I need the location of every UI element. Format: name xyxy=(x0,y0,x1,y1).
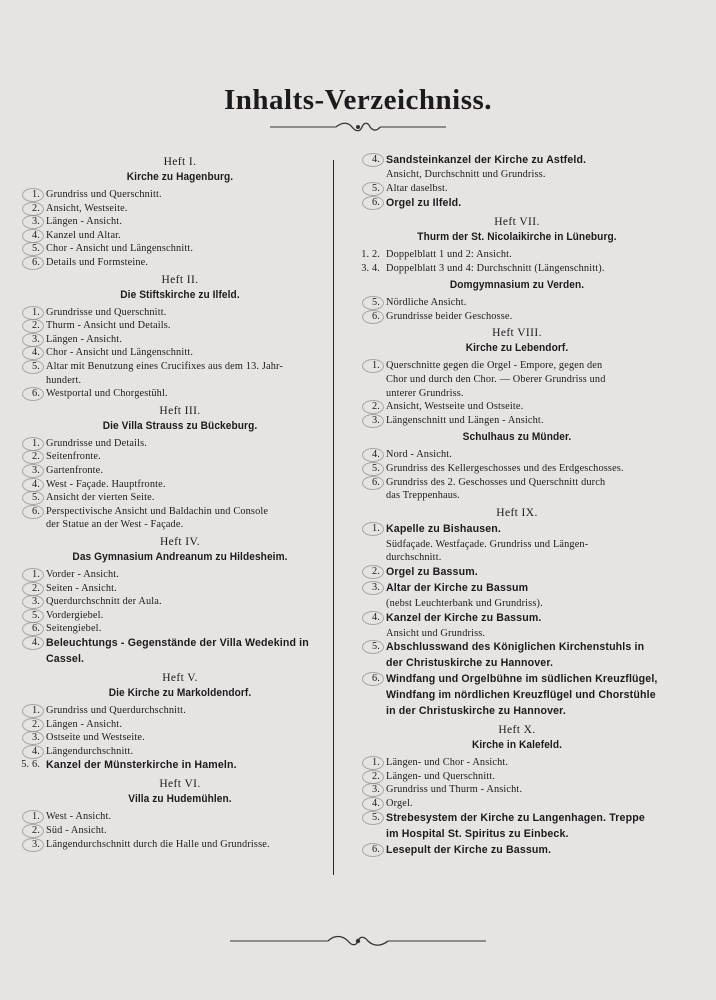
item-text xyxy=(386,310,662,323)
item-text xyxy=(46,568,330,581)
item-label: Altar daselbst. xyxy=(386,183,448,195)
item-label: West - Ansicht. xyxy=(46,811,112,823)
item-text xyxy=(386,581,662,596)
item-text xyxy=(46,319,330,332)
item-text xyxy=(46,374,330,387)
pencil-mark-icon xyxy=(22,360,44,374)
item-text xyxy=(46,360,330,373)
item-label: Chor und durch den Chor. — Oberer Grundriss und xyxy=(386,373,606,385)
item-text xyxy=(386,656,662,671)
item-text xyxy=(386,704,662,719)
pencil-mark-icon xyxy=(22,478,44,492)
item-label: Ansicht und Grundriss. xyxy=(386,627,486,639)
pencil-mark-icon xyxy=(22,464,44,478)
item-label: Kanzel der Münsterkirche in Hameln. xyxy=(46,759,237,772)
title-ornament xyxy=(270,120,446,134)
item-number: 3. xyxy=(371,784,380,796)
item-text xyxy=(46,346,330,359)
item-number: 4. xyxy=(31,478,40,490)
item-text xyxy=(386,359,662,372)
item-label: Querdurchschnitt der Aula. xyxy=(46,596,162,608)
pencil-mark-icon xyxy=(362,640,384,654)
pencil-mark-icon xyxy=(22,450,44,464)
pencil-mark-icon xyxy=(22,491,44,505)
pencil-mark-icon xyxy=(22,609,44,623)
pencil-mark-icon xyxy=(362,448,384,462)
pencil-mark-icon xyxy=(362,400,384,414)
item-label: Westportal und Chorgestühl. xyxy=(46,388,168,400)
item-label: Cassel. xyxy=(46,653,85,665)
pencil-mark-icon xyxy=(362,359,384,373)
item-text xyxy=(386,373,662,386)
pencil-mark-icon xyxy=(22,636,44,650)
item-text xyxy=(386,296,662,309)
item-label: Abschlusswand des Königlichen Kirchenstuhls in xyxy=(386,641,645,654)
item-number: 2. xyxy=(371,770,380,782)
heft-heading: Heft IX. xyxy=(496,506,538,519)
item-label: Beleuchtungs - Gegenstände der Villa Wedekind in xyxy=(46,637,309,649)
item-number: 6. xyxy=(371,673,380,685)
item-number: 6. xyxy=(31,388,40,400)
pencil-mark-icon xyxy=(22,838,44,852)
item-text xyxy=(386,522,662,537)
item-number: 3. xyxy=(31,465,40,476)
item-label: Längenschnitt und Längen - Ansicht. xyxy=(386,414,544,426)
pencil-mark-icon xyxy=(22,215,44,229)
heft-heading: Heft I. xyxy=(163,156,197,168)
item-label: Nördliche Ansicht. xyxy=(386,297,467,309)
item-number: 2. xyxy=(31,451,40,463)
item-text xyxy=(46,333,330,346)
item-number: 5. xyxy=(371,641,380,653)
pencil-mark-icon xyxy=(22,568,44,582)
item-label: der Christuskirche zu Hannover. xyxy=(386,657,554,670)
item-text xyxy=(46,609,330,622)
pencil-mark-icon xyxy=(362,783,384,797)
item-text xyxy=(46,188,330,201)
item-label: das Treppenhaus. xyxy=(386,490,460,502)
item-label: Doppelblatt 1 und 2: Ansicht. xyxy=(386,248,512,260)
item-number: 5. xyxy=(371,462,380,474)
item-number: 5. 6. xyxy=(21,759,40,771)
item-label: hundert. xyxy=(46,374,82,386)
item-number: 1. xyxy=(31,189,40,200)
item-text xyxy=(46,215,330,228)
item-text xyxy=(386,182,662,195)
item-number: 4. xyxy=(371,611,380,623)
item-text xyxy=(46,758,330,773)
item-text xyxy=(46,450,330,463)
item-number: 6. xyxy=(371,310,380,322)
item-number: 3. 4. xyxy=(361,262,380,274)
item-label: Querschnitte gegen die Orgel - Empore, gegen den xyxy=(386,360,603,372)
heft-heading: Heft II. xyxy=(161,273,199,286)
item-number: 2. xyxy=(371,401,380,413)
pencil-mark-icon xyxy=(22,745,44,759)
item-label: unterer Grundriss. xyxy=(386,387,464,399)
item-number: 3. xyxy=(371,581,380,593)
item-text xyxy=(46,306,330,319)
item-number: 1. xyxy=(31,811,40,823)
item-number: 5. xyxy=(31,361,40,372)
item-text xyxy=(46,636,330,651)
item-text xyxy=(386,597,662,610)
item-label: Grundriss des Kellergeschosses und des Erdgeschosses. xyxy=(386,462,624,474)
item-label: Grundrisse und Details. xyxy=(46,437,147,449)
pencil-mark-icon xyxy=(22,731,44,745)
pencil-mark-icon xyxy=(22,595,44,609)
item-number: 6. xyxy=(371,476,380,488)
item-text xyxy=(386,565,662,580)
item-number: 3. xyxy=(371,414,380,426)
pencil-mark-icon xyxy=(22,256,44,270)
item-label: Orgel. xyxy=(386,797,413,809)
pencil-mark-icon xyxy=(362,756,384,770)
item-number: 5. xyxy=(31,243,40,255)
pencil-mark-icon xyxy=(362,476,384,490)
item-label: Seitengiebel. xyxy=(46,623,102,635)
section-title: Kirche zu Hagenburg. xyxy=(126,171,234,183)
item-label: Ansicht der vierten Seite. xyxy=(46,492,155,504)
item-label: Grundrisse beider Geschosse. xyxy=(386,310,513,322)
item-text xyxy=(46,491,330,504)
item-text xyxy=(386,153,662,181)
pencil-mark-icon xyxy=(22,704,44,718)
item-text xyxy=(386,611,662,626)
item-text xyxy=(46,478,330,491)
item-text xyxy=(46,582,330,595)
section-title: Schulhaus zu Münder. xyxy=(462,431,572,444)
item-label: Grundriss und Querschnitt. xyxy=(46,189,162,200)
pencil-mark-icon xyxy=(362,672,384,686)
item-label: Längen - Ansicht. xyxy=(46,333,123,345)
pencil-mark-icon xyxy=(362,414,384,428)
item-number: 5. xyxy=(371,183,380,195)
item-text xyxy=(386,627,662,640)
item-text xyxy=(386,476,662,489)
item-number: 2. xyxy=(371,565,380,577)
item-number: 3. xyxy=(31,732,40,744)
item-number: 6. xyxy=(31,257,40,268)
item-text xyxy=(46,505,330,518)
item-text xyxy=(386,688,662,703)
item-text xyxy=(46,242,330,255)
pencil-mark-icon xyxy=(22,582,44,596)
item-text xyxy=(386,196,662,211)
item-number: 6. xyxy=(31,623,40,635)
pencil-mark-icon xyxy=(22,346,44,360)
pencil-mark-icon xyxy=(362,797,384,811)
page-title: Inhalts-Verzeichniss. xyxy=(223,84,493,116)
item-text xyxy=(46,652,330,667)
pencil-mark-icon xyxy=(362,811,384,825)
pencil-mark-icon xyxy=(22,718,44,732)
item-text xyxy=(46,731,330,744)
section-title: Domgymnasium zu Verden. xyxy=(449,279,585,292)
pencil-mark-icon xyxy=(362,462,384,476)
item-label: Längen - Ansicht. xyxy=(46,718,123,730)
pencil-mark-icon xyxy=(22,824,44,838)
item-text xyxy=(46,387,330,400)
item-label: Altar mit Benutzung eines Crucifixes aus dem 13. Jahr- xyxy=(46,361,283,372)
item-text xyxy=(386,551,662,564)
item-label: Gartenfronte. xyxy=(46,465,104,476)
item-number: 2. xyxy=(31,582,40,594)
heft-heading: Heft VIII. xyxy=(492,327,542,340)
item-label: durchschnitt. xyxy=(386,552,442,564)
pencil-mark-icon xyxy=(362,196,384,210)
item-text xyxy=(386,672,662,687)
heft-heading: Heft V. xyxy=(162,672,198,684)
item-label: Ansicht, Westseite. xyxy=(46,202,128,214)
item-number: 1. xyxy=(371,522,380,534)
item-label: Süd - Ansicht. xyxy=(46,825,107,836)
item-label: Seitenfronte. xyxy=(46,451,101,463)
item-label: Vorder - Ansicht. xyxy=(46,569,119,580)
item-text xyxy=(46,229,330,242)
item-number: 4. xyxy=(31,745,40,757)
item-number: 3. xyxy=(31,333,40,345)
item-number: 6. xyxy=(31,505,40,517)
item-number: 4. xyxy=(371,449,380,461)
item-label: Sandsteinkanzel der Kirche zu Astfeld. xyxy=(386,154,587,166)
item-number: 2. xyxy=(31,202,40,214)
column-divider xyxy=(333,160,334,875)
item-number: 3. xyxy=(31,838,40,850)
item-text xyxy=(386,387,662,400)
heft-heading: Heft X. xyxy=(498,724,536,737)
item-text xyxy=(386,248,662,261)
section-title: Das Gymnasium Andreanum zu Hildesheim. xyxy=(72,551,288,563)
item-label: West - Façade. Hauptfronte. xyxy=(46,478,166,490)
pencil-mark-icon xyxy=(362,611,384,625)
item-label: Kapelle zu Bishausen. xyxy=(386,522,502,535)
item-label: Chor - Ansicht und Längenschnitt. xyxy=(46,243,194,255)
item-text xyxy=(386,797,662,810)
item-text xyxy=(46,838,330,851)
pencil-mark-icon xyxy=(362,296,384,310)
item-label: Seiten - Ansicht. xyxy=(46,582,117,594)
item-label: Grundriss und Thurm - Ansicht. xyxy=(386,784,523,796)
item-text xyxy=(386,811,662,826)
item-text xyxy=(46,464,330,477)
item-label: Ostseite und Westseite. xyxy=(46,732,145,744)
item-number: 5. xyxy=(31,609,40,621)
section-title: Die Kirche zu Markoldendorf. xyxy=(108,687,252,699)
pencil-mark-icon xyxy=(22,505,44,519)
item-label: Orgel zu Bassum. xyxy=(386,565,478,578)
item-number: 3. xyxy=(31,216,40,228)
item-text xyxy=(386,462,662,475)
item-number: 2. xyxy=(31,320,40,332)
item-number: 5. xyxy=(31,492,40,504)
pencil-mark-icon xyxy=(362,843,384,857)
item-label: Perspectivische Ansicht und Baldachin und Console xyxy=(46,505,269,517)
item-number: 1. xyxy=(31,306,40,318)
item-number: 5. xyxy=(371,297,380,309)
pencil-mark-icon xyxy=(362,770,384,784)
item-text xyxy=(46,256,330,269)
item-label: Details und Formsteine. xyxy=(46,257,149,268)
item-label: Grundrisse und Querschnitt. xyxy=(46,306,167,318)
item-text xyxy=(46,202,330,215)
item-number: 6. xyxy=(371,196,380,208)
section-title: Die Stiftskirche zu Ilfeld. xyxy=(120,288,240,301)
item-label: Nord - Ansicht. xyxy=(386,449,453,461)
item-label: Südfaçade. Westfaçade. Grundriss und Längen- xyxy=(386,538,589,550)
item-subtext: Ansicht, Durchschnitt und Grundriss. xyxy=(386,169,546,180)
item-number: 4. xyxy=(31,637,40,648)
pencil-mark-icon xyxy=(362,581,384,595)
item-text xyxy=(46,437,330,450)
item-number: 3. xyxy=(31,596,40,608)
item-text xyxy=(46,622,330,635)
item-label: Strebesystem der Kirche zu Langenhagen. Treppe xyxy=(386,811,645,824)
item-text xyxy=(386,489,662,502)
item-label: Orgel zu Ilfeld. xyxy=(386,196,462,209)
item-label: im Hospital St. Spiritus zu Einbeck. xyxy=(386,827,569,840)
item-label: Windfang im nördlichen Kreuzflügel und Chorstühle xyxy=(386,689,656,702)
pencil-mark-icon xyxy=(22,242,44,256)
item-label: Längendurchschnitt. xyxy=(46,745,134,757)
pencil-mark-icon xyxy=(362,153,384,167)
item-label: Altar der Kirche zu Bassum xyxy=(386,581,529,594)
item-number: 4. xyxy=(371,154,380,165)
item-text xyxy=(386,414,662,427)
section-title: Villa zu Hudemühlen. xyxy=(128,793,232,806)
item-label: Kanzel der Kirche zu Bassum. xyxy=(386,611,542,624)
heft-heading: Heft VII. xyxy=(494,215,540,228)
item-label: Längen- und Chor - Ansicht. xyxy=(386,757,509,769)
pencil-mark-icon xyxy=(22,319,44,333)
item-label: Doppelblatt 3 und 4: Durchschnitt (Längenschnitt). xyxy=(386,262,605,274)
item-text xyxy=(386,770,662,783)
item-number: 1. xyxy=(371,360,380,372)
item-label: Vordergiebel. xyxy=(46,609,104,621)
item-number: 1. xyxy=(31,569,40,580)
item-number: 1. xyxy=(31,705,40,716)
item-text xyxy=(386,756,662,769)
bottom-ornament xyxy=(230,934,486,948)
item-text xyxy=(46,518,330,531)
item-number: 5. xyxy=(371,811,380,823)
item-label: Längen - Ansicht. xyxy=(46,216,123,228)
item-text xyxy=(386,640,662,655)
item-text xyxy=(386,843,662,858)
pencil-mark-icon xyxy=(362,182,384,196)
section-title: Kirche in Kalefeld. xyxy=(471,739,563,752)
pencil-mark-icon xyxy=(22,202,44,216)
item-number: 4. xyxy=(31,347,40,359)
item-label: Grundriss und Querdurchschnitt. xyxy=(46,705,186,716)
item-label: Lesepult der Kirche zu Bassum. xyxy=(386,843,552,856)
heft-heading: Heft VI. xyxy=(159,778,201,791)
item-number: 1. xyxy=(31,437,40,449)
item-label: Windfang und Orgelbühne im südlichen Kreuzflügel, xyxy=(386,673,658,686)
pencil-mark-icon xyxy=(362,310,384,324)
pencil-mark-icon xyxy=(22,387,44,401)
section-title: Thurm der St. Nicolaikirche in Lüneburg. xyxy=(417,230,617,243)
heft-heading: Heft III. xyxy=(159,404,201,417)
pencil-mark-icon xyxy=(22,306,44,320)
item-label: in der Christuskirche zu Hannover. xyxy=(386,705,566,718)
item-label: Längen- und Querschnitt. xyxy=(386,770,496,782)
heft-heading: Heft IV. xyxy=(159,536,201,548)
pencil-mark-icon xyxy=(22,810,44,824)
item-text xyxy=(46,745,330,758)
item-text xyxy=(46,595,330,608)
item-label: Thurm - Ansicht und Details. xyxy=(46,320,171,332)
item-number: 2. xyxy=(31,825,40,836)
pencil-mark-icon xyxy=(22,188,44,202)
pencil-mark-icon xyxy=(362,565,384,579)
item-number: 4. xyxy=(371,797,380,809)
item-number: 1. 2. xyxy=(361,248,380,260)
item-text xyxy=(386,783,662,796)
pencil-mark-icon xyxy=(22,437,44,451)
item-number: 1. xyxy=(371,757,380,769)
item-number: 2. xyxy=(31,718,40,730)
item-label: Kanzel und Altar. xyxy=(46,229,121,241)
item-label: Grundriss des 2. Geschosses und Querschnitt durch xyxy=(386,476,606,488)
item-text xyxy=(46,824,330,837)
pencil-mark-icon xyxy=(22,622,44,636)
item-label: Ansicht, Westseite und Ostseite. xyxy=(386,401,524,413)
item-label: der Statue an der West - Façade. xyxy=(46,519,184,531)
item-number: 4. xyxy=(31,229,40,241)
item-text xyxy=(386,538,662,551)
item-label: Chor - Ansicht und Längenschnitt. xyxy=(46,347,194,359)
item-text xyxy=(46,718,330,731)
item-text xyxy=(386,262,662,275)
pencil-mark-icon xyxy=(22,229,44,243)
section-title: Kirche zu Lebendorf. xyxy=(465,342,569,355)
item-text xyxy=(386,827,662,842)
item-text xyxy=(386,448,662,461)
item-label: (nebst Leuchterbank und Grundriss). xyxy=(386,597,543,609)
item-number: 6. xyxy=(371,843,380,855)
pencil-mark-icon xyxy=(22,333,44,347)
item-text xyxy=(46,810,330,823)
item-text xyxy=(386,400,662,413)
pencil-mark-icon xyxy=(362,522,384,536)
item-label: Längendurchschnitt durch die Halle und Grundrisse. xyxy=(46,838,270,850)
section-title: Die Villa Strauss zu Bückeburg. xyxy=(102,419,258,432)
item-text xyxy=(46,704,330,717)
